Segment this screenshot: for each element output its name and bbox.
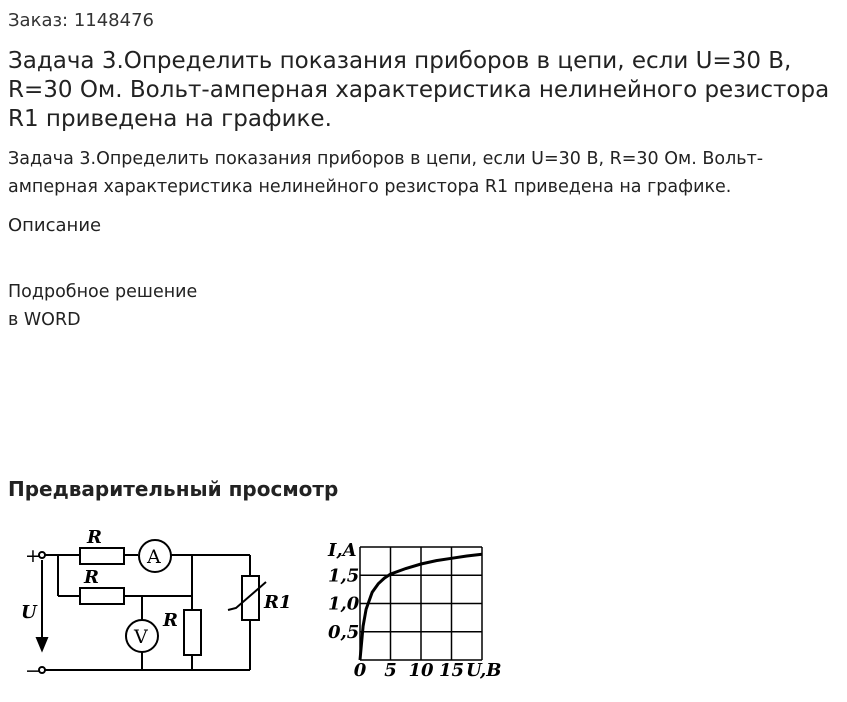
voltmeter-label: V (134, 626, 148, 648)
ammeter-label: A (147, 546, 161, 568)
preview-image (0, 520, 847, 702)
solution-line-2: в WORD (8, 310, 81, 330)
y-tick-label: 1,5 (328, 565, 360, 587)
y-tick-label: 0,5 (328, 621, 360, 643)
resistor-top (80, 548, 124, 564)
r1-label: R1 (264, 592, 292, 613)
r-top-label: R (87, 527, 102, 548)
x-tick-label: 0 (353, 660, 367, 681)
x-tick-label: 5 (384, 660, 397, 681)
r-right-label: R (163, 610, 178, 631)
y-tick-labels (328, 565, 360, 643)
u-arrow (37, 638, 47, 650)
description-heading: Описание (8, 215, 102, 236)
r-middle-label: R (84, 567, 99, 588)
plus-label: + (25, 545, 41, 567)
solution-line-1: Подробное решение (8, 282, 198, 302)
nonlinear-resistor-r1 (242, 576, 259, 620)
y-axis-label: I,A (328, 540, 357, 561)
order-number: Заказ: 1148476 (8, 10, 154, 31)
x-tick-labels (354, 660, 464, 681)
y-tick-label: 1,0 (328, 593, 360, 615)
resistor-middle (80, 588, 124, 604)
solution-note (8, 278, 197, 334)
x-axis-label: U,B (466, 660, 502, 681)
x-tick-label: 10 (408, 660, 434, 681)
u-label: U (21, 602, 37, 623)
preview-heading: Предварительный просмотр (8, 477, 339, 501)
resistor-right (184, 610, 201, 655)
task-title: Задача 3.Определить показания приборов в цепи, если U=30 В, R=30 Ом. Вольт-амперная характеристика нелинейного резистора R1 приведена на графике. (8, 48, 830, 132)
minus-label: − (25, 660, 41, 682)
task-text: Задача 3.Определить показания приборов в цепи, если U=30 В, R=30 Ом. Вольт-амперная характеристика нелинейного резистора R1 приведена на графике. (8, 149, 764, 197)
x-tick-label: 15 (438, 660, 465, 681)
iv-graph (360, 547, 482, 660)
